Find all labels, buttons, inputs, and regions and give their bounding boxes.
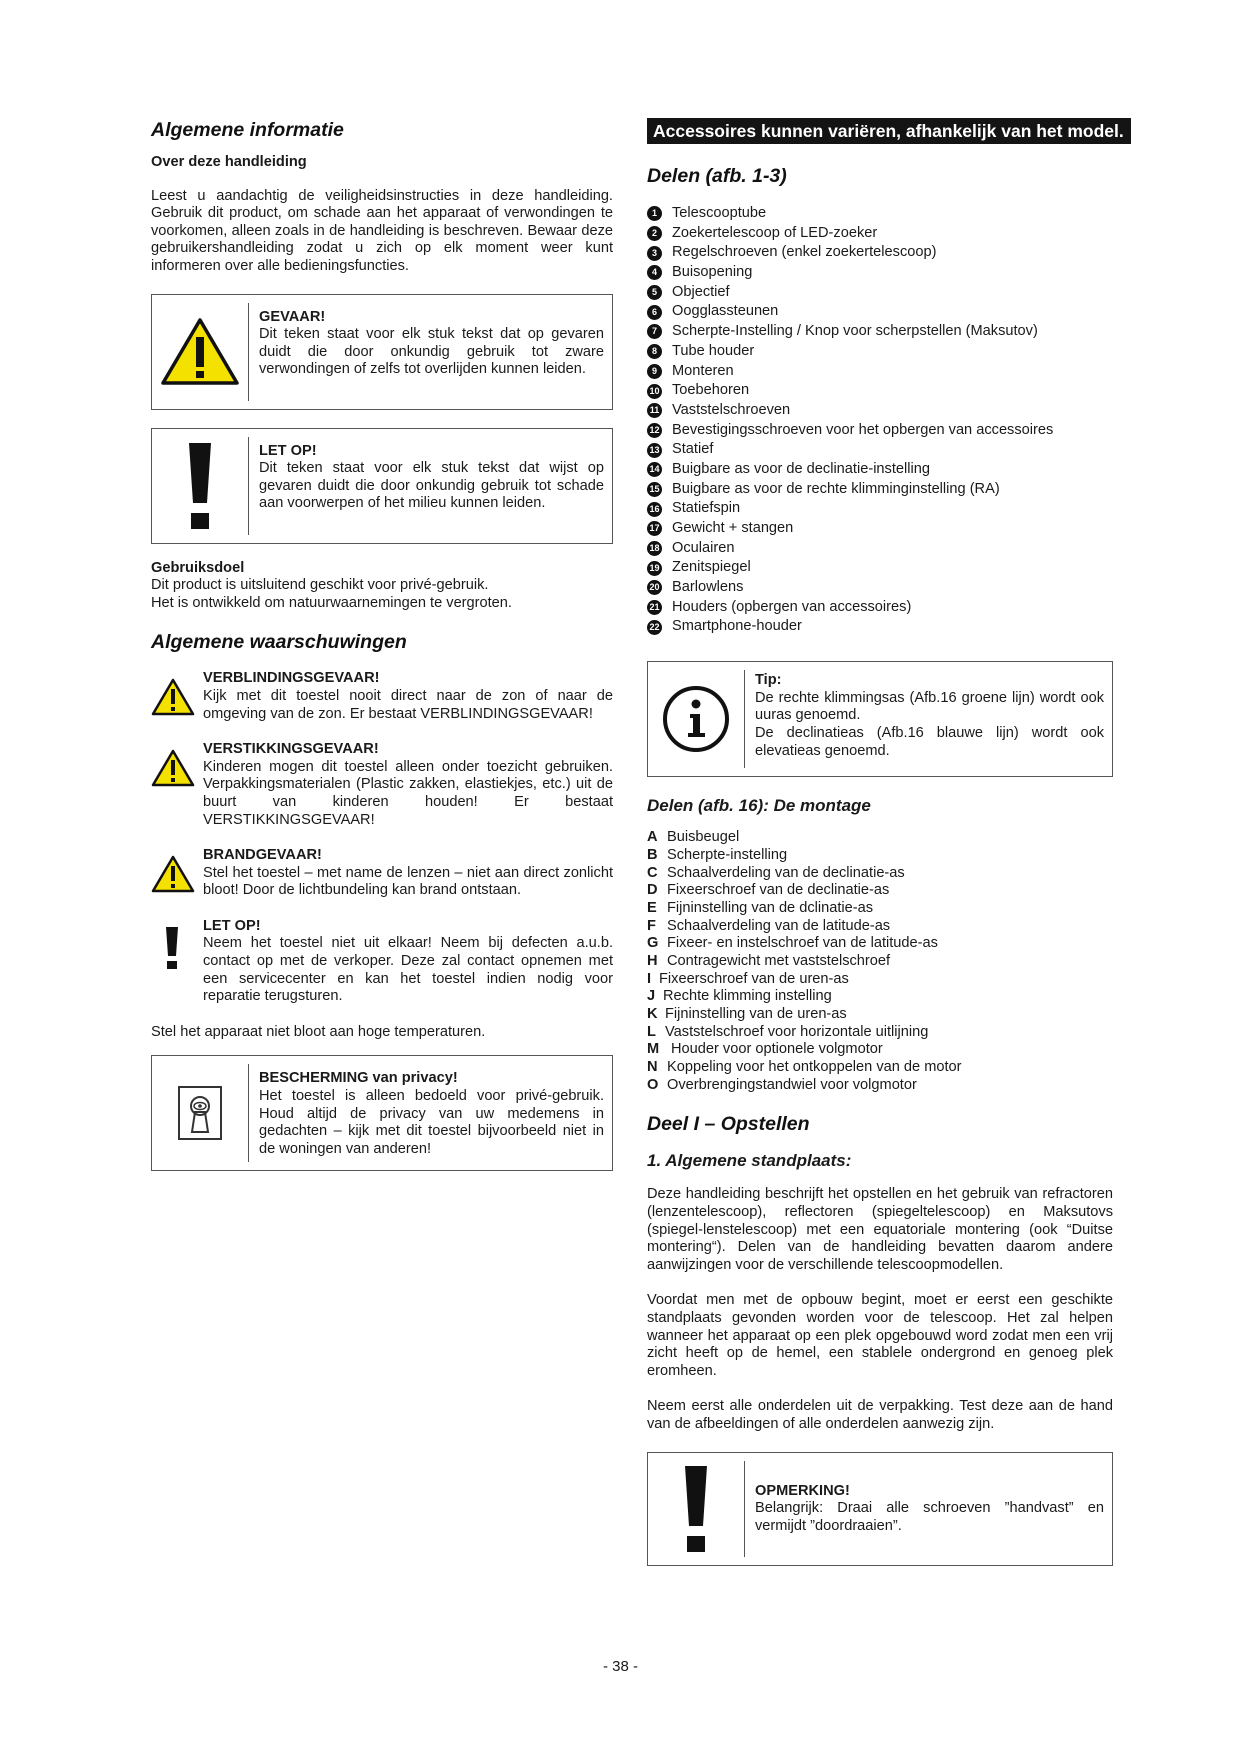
list-item — [647, 988, 1113, 1006]
note-box — [151, 428, 613, 544]
part-number: 9 — [647, 364, 662, 379]
privacy-title: BESCHERMING van privacy! — [259, 1070, 458, 1087]
part-number: 10 — [647, 384, 662, 399]
part-label: Toebehoren — [672, 382, 750, 399]
list-item — [647, 283, 1113, 303]
note-text: Dit teken staat voor elk stuk tekst dat wijst op gevaren duidt die door onkundig gebruik tot schade aan voorwerpen of het milieu kunnen leiden. — [259, 460, 604, 512]
mount-letter: B — [647, 846, 658, 863]
list-item — [647, 1041, 1113, 1059]
mount-letter: E — [647, 899, 657, 916]
part-label: Scherpte-Instelling / Knop voor scherpstellen (Maksutov) — [672, 323, 1038, 340]
part-number: 14 — [647, 462, 662, 477]
mount-letter: M — [647, 1041, 660, 1058]
paragraph-3: Neem eerst alle onderdelen uit de verpakking. Test deze aan de hand van de afbeeldingen of alle onderdelen aanwezig zijn. — [647, 1398, 1113, 1432]
section-title-mount: Delen (afb. 16): De montage — [647, 796, 871, 816]
warning-triangle-icon — [152, 303, 249, 401]
list-item — [647, 243, 1113, 263]
page-number: - 38 - — [602, 1658, 638, 1675]
part-label: Gewicht + stangen — [672, 520, 794, 537]
part-label: Vaststelschroeven — [672, 401, 791, 418]
mount-label: Overbrengingstandwiel voor volgmotor — [667, 1076, 917, 1093]
list-item — [647, 421, 1113, 441]
mount-letter: H — [647, 952, 658, 969]
part-number: 16 — [647, 502, 662, 517]
part-label: Barlowlens — [672, 579, 744, 596]
list-item — [647, 519, 1113, 539]
list-item — [647, 953, 1113, 971]
part-label: Oculairen — [672, 539, 735, 556]
warning-item — [151, 918, 613, 1006]
part-number: 20 — [647, 580, 662, 595]
list-item — [647, 578, 1113, 598]
remark-box — [647, 1452, 1113, 1566]
mount-letter: L — [647, 1023, 656, 1040]
list-item — [647, 204, 1113, 224]
exclamation-icon — [151, 918, 203, 976]
tip-box — [647, 661, 1113, 777]
part-number: 11 — [647, 403, 662, 418]
part-number: 6 — [647, 305, 662, 320]
part-label: Bevestigingsschroeven voor het opbergen van accessoires — [672, 421, 1054, 438]
part-label: Zoekertelescoop of LED-zoeker — [672, 224, 878, 241]
part-number: 15 — [647, 482, 662, 497]
warning-title: LET OP! — [203, 917, 261, 934]
warning-triangle-icon — [151, 670, 203, 722]
list-item — [647, 900, 1113, 918]
about-text: Leest u aandachtig de veiligheidsinstructies in deze handleiding. Gebruik dit product, om schade aan het apparaat of verwondingen te voorkomen, alleen zoals in de handleiding is beschreven. Bewaar deze gebruikershandleiding zodat u zich op elk moment weer kunt informeren over alle bedieningsfuncties. — [151, 187, 613, 274]
right-column — [647, 118, 1124, 1566]
parts-list — [647, 204, 1113, 637]
left-column — [151, 118, 613, 1171]
warning-item — [151, 847, 613, 900]
warning-item — [151, 670, 613, 723]
part-label: Zenitspiegel — [672, 559, 751, 576]
warning-title: VERBLINDINGSGEVAAR! — [203, 670, 380, 687]
mount-letter: O — [647, 1076, 659, 1093]
mount-letter: G — [647, 935, 659, 952]
part-label: Tube houder — [672, 342, 755, 359]
tip-text-2: De declinatieas (Afb.16 blauwe lijn) wordt ook elevatieas genoemd. — [755, 724, 1104, 759]
part-label: Statief — [672, 441, 714, 458]
part-label: Telescooptube — [672, 205, 767, 222]
mount-letter: D — [647, 882, 658, 899]
list-item — [647, 935, 1113, 953]
temperature-text: Stel het apparaat niet bloot aan hoge temperaturen. — [151, 1023, 486, 1040]
mount-label: Schaalverdeling van de latitude-as — [667, 917, 891, 934]
danger-box — [151, 294, 613, 410]
part-number: 19 — [647, 561, 662, 576]
mount-label: Fijninstelling van de dclinatie-as — [667, 899, 874, 916]
section-title-general-info: Algemene informatie — [151, 119, 344, 141]
warning-text: Neem het toestel niet uit elkaar! Neem bij defecten a.u.b. contact op met de verkoper. Deze zal contact opnemen met een servicecenter en kan het toestel indien nodig voor reparatie terugsturen. — [203, 935, 613, 1005]
section-title-parts: Delen (afb. 1-3) — [647, 165, 787, 187]
list-item — [647, 342, 1113, 362]
list-item — [647, 829, 1113, 847]
privacy-box — [151, 1055, 613, 1171]
privacy-keyhole-icon — [152, 1064, 249, 1162]
warning-title: BRANDGEVAAR! — [203, 847, 322, 864]
part-number: 1 — [647, 206, 662, 221]
mount-letter: F — [647, 917, 656, 934]
part-number: 4 — [647, 265, 662, 280]
list-item — [647, 263, 1113, 283]
warning-text: Kijk met dit toestel nooit direct naar de zon of naar de omgeving van de zon. Er bestaat VERBLINDINGSGEVAAR! — [203, 687, 613, 722]
warning-text: Kinderen mogen dit toestel alleen onder toezicht gebruiken. Verpakkingsmaterialen (Plastic zakken, elastiekjes, etc.) uit de buurt van kinderen houden! Er bestaat VERSTIKKINGSGEVAAR! — [203, 758, 613, 828]
list-item — [647, 847, 1113, 865]
mount-label: Koppeling voor het ontkoppelen van de motor — [667, 1059, 962, 1076]
mount-letter: K — [647, 1006, 658, 1022]
list-item — [647, 381, 1113, 401]
purpose-text-2: Het is ontwikkeld om natuurwaarnemingen te vergroten. — [151, 594, 512, 611]
list-item — [647, 440, 1113, 460]
part-number: 18 — [647, 541, 662, 556]
part-number: 2 — [647, 226, 662, 241]
list-item — [647, 882, 1113, 900]
list-item — [647, 224, 1113, 244]
list-item — [647, 617, 1113, 637]
tip-text-1: De rechte klimmingsas (Afb.16 groene lijn) wordt ook uuras genoemd. — [755, 689, 1104, 724]
list-item — [647, 1024, 1113, 1042]
danger-title: GEVAAR! — [259, 308, 326, 325]
paragraph-2: Voordat men met de opbouw begint, moet er eerst een geschikte standplaats gevonden worden voor de telescoop. Het zal helpen wanneer het apparaat op een plek opgebouwd word zodat men een vrij zicht heeft op de hemel, een stablele ondergrond en genoeg plek eromheen. — [647, 1292, 1113, 1379]
part-number: 8 — [647, 344, 662, 359]
mount-label: Fixeerschroef van de uren-as — [659, 970, 849, 987]
part-number: 7 — [647, 324, 662, 339]
mount-parts-list — [647, 829, 1113, 1094]
part-number: 5 — [647, 285, 662, 300]
mount-label: Scherpte-instelling — [667, 846, 788, 863]
part-label: Statiefspin — [672, 500, 741, 517]
accessories-banner: Accessoires kunnen variëren, afhankelijk van het model. — [647, 118, 1131, 144]
part-label: Buigbare as voor de rechte klimminginstelling (RA) — [672, 480, 1000, 497]
part-label: Oogglassteunen — [672, 303, 779, 320]
list-item — [647, 499, 1113, 519]
part-number: 12 — [647, 423, 662, 438]
list-item — [647, 1006, 1113, 1024]
mount-letter: C — [647, 864, 658, 881]
part-number: 13 — [647, 443, 662, 458]
mount-label: Schaalverdeling van de declinatie-as — [667, 864, 905, 881]
list-item — [647, 302, 1113, 322]
about-heading: Over deze handleiding — [151, 154, 307, 170]
exclamation-icon — [152, 437, 249, 535]
mount-label: Fijninstelling van de uren-as — [665, 1006, 847, 1022]
part-label: Regelschroeven (enkel zoekertelescoop) — [672, 244, 937, 261]
mount-letter: J — [647, 988, 656, 1005]
warning-triangle-icon — [151, 741, 203, 793]
warning-title: VERSTIKKINGSGEVAAR! — [203, 741, 379, 758]
warnings-list — [151, 670, 613, 1006]
part-label: Houders (opbergen van accessoires) — [672, 598, 912, 615]
section-title-part1: Deel I – Opstellen — [647, 1113, 810, 1136]
part-number: 17 — [647, 521, 662, 536]
list-item — [647, 539, 1113, 559]
mount-label: Vaststelschroef voor horizontale uitlijning — [665, 1023, 929, 1040]
part-number: 21 — [647, 600, 662, 615]
mount-letter: N — [647, 1059, 658, 1076]
mount-label: Houder voor optionele volgmotor — [671, 1041, 883, 1058]
warning-text: Stel het toestel – met name de lenzen – niet aan direct zonlicht bloot! Door de lichtbundeling kan brand ontstaan. — [203, 864, 613, 899]
part-number: 3 — [647, 246, 662, 261]
part-label: Smartphone-houder — [672, 618, 802, 635]
part-label: Buisopening — [672, 264, 753, 281]
part-number: 22 — [647, 620, 662, 635]
info-icon — [648, 670, 745, 768]
part-label: Objectief — [672, 283, 730, 300]
list-item — [647, 1077, 1113, 1095]
list-item — [647, 362, 1113, 382]
list-item — [647, 322, 1113, 342]
part-label: Buigbare as voor de declinatie-instelling — [672, 460, 930, 477]
part-label: Monteren — [672, 362, 734, 379]
mount-letter: A — [647, 829, 658, 846]
remark-text: Belangrijk: Draai alle schroeven ”handvast” en vermijdt ”doordraaien”. — [755, 1500, 1104, 1534]
list-item — [647, 460, 1113, 480]
danger-text: Dit teken staat voor elk stuk tekst dat op gevaren duidt die door onkundig gebruik tot zware verwondingen of zelfs tot overlijden kunnen leiden. — [259, 326, 604, 378]
list-item — [647, 971, 1113, 989]
list-item — [647, 865, 1113, 883]
list-item — [647, 558, 1113, 578]
list-item — [647, 401, 1113, 421]
privacy-text: Het toestel is alleen bedoeld voor privé-gebruik. Houd altijd de privacy van uw medemens in gedachten – kijk met dit toestel bijvoorbeeld niet in de woningen van anderen! — [259, 1088, 604, 1157]
exclamation-icon — [648, 1461, 745, 1557]
remark-title: OPMERKING! — [755, 1482, 850, 1499]
warning-triangle-icon — [151, 847, 203, 899]
purpose-text-1: Dit product is uitsluitend geschikt voor privé-gebruik. — [151, 577, 489, 594]
mount-label: Buisbeugel — [667, 829, 740, 846]
tip-title: Tip: — [755, 672, 782, 689]
list-item — [647, 598, 1113, 618]
list-item — [647, 1059, 1113, 1077]
mount-label: Contragewicht met vaststelschroef — [667, 952, 891, 969]
section-title-warnings: Algemene waarschuwingen — [151, 631, 407, 654]
list-item — [647, 918, 1113, 936]
mount-label: Fixeerschroef van de declinatie-as — [667, 882, 890, 899]
paragraph-1: Deze handleiding beschrijft het opstellen en het gebruik van refractoren (lenzentelescoop), reflectoren (spiegeltelescoop) en Maksutovs (spiegel-lenstelescoop) met een equatoriale montering (ook “Duitse montering“). Delen van de handleiding bevatten daarom andere aanwijzingen voor de verschillende telescoopmodellen. — [647, 1186, 1113, 1273]
mount-label: Rechte klimming instelling — [663, 988, 832, 1005]
mount-label: Fixeer- en instelschroef van de latitude-as — [667, 935, 938, 952]
purpose-heading: Gebruiksdoel — [151, 559, 245, 576]
note-title: LET OP! — [259, 442, 317, 459]
list-item — [647, 480, 1113, 500]
section-title-standplaats: 1. Algemene standplaats: — [647, 1151, 852, 1171]
mount-letter: I — [647, 970, 652, 987]
warning-item — [151, 741, 613, 829]
